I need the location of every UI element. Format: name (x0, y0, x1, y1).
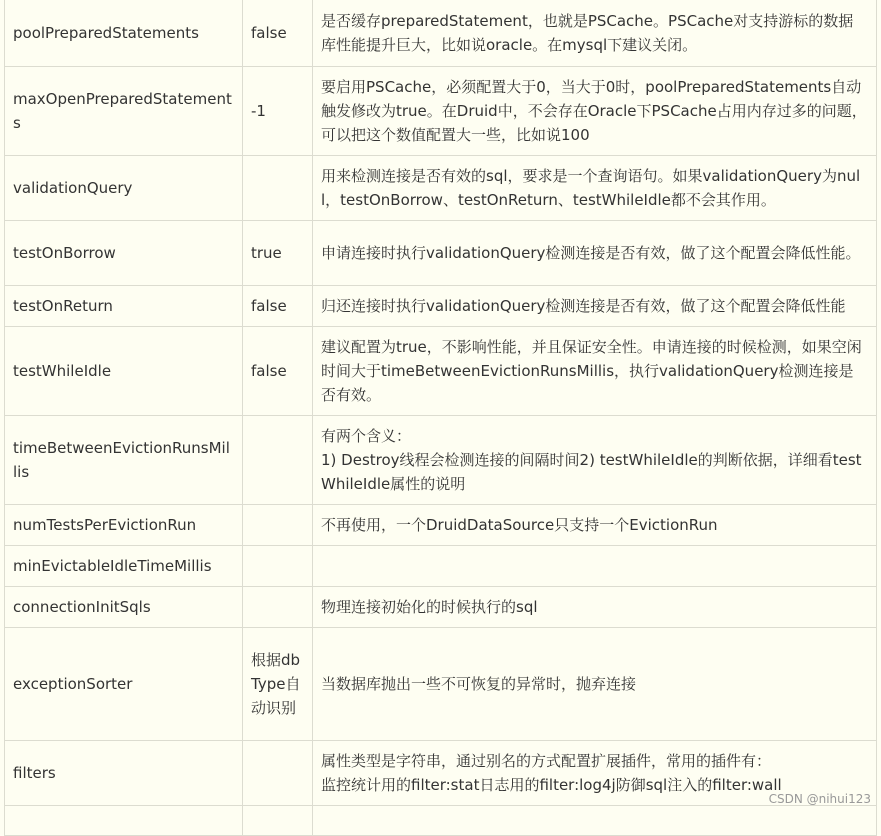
property-description: 归还连接时执行validationQuery检测连接是否有效，做了这个配置会降低性能 (313, 286, 877, 327)
property-name: connectionInitSqls (5, 587, 243, 628)
property-default: false (243, 0, 313, 67)
property-name: testOnBorrow (5, 221, 243, 286)
property-description (313, 416, 877, 505)
property-description: 要启用PSCache，必须配置大于0，当大于0时，poolPreparedStatements自动触发修改为true。在Druid中，不会存在Oracle下PSCache占用内存过多的问题，可以把这个数值配置大一些，比如说100 (313, 67, 877, 156)
property-default (243, 546, 313, 587)
property-description: 物理连接初始化的时候执行的sql (313, 587, 877, 628)
table-row (5, 0, 877, 67)
property-name: validationQuery (5, 156, 243, 221)
property-description: 不再使用，一个DruidDataSource只支持一个EvictionRun (313, 505, 877, 546)
property-name: testOnReturn (5, 286, 243, 327)
property-description: 申请连接时执行validationQuery检测连接是否有效，做了这个配置会降低性能。 (313, 221, 877, 286)
property-default: false (243, 286, 313, 327)
table-row (5, 221, 877, 286)
property-default (243, 505, 313, 546)
property-default: true (243, 221, 313, 286)
property-default: 根据dbType自动识别 (243, 628, 313, 741)
property-name: exceptionSorter (5, 628, 243, 741)
property-name: maxOpenPreparedStatements (5, 67, 243, 156)
property-description: 建议配置为true，不影响性能，并且保证安全性。申请连接的时候检测，如果空闲时间大于timeBetweenEvictionRunsMillis，执行validationQuery检测连接是否有效。 (313, 327, 877, 416)
table-row (5, 741, 877, 806)
table-row (5, 156, 877, 221)
property-name: timeBetweenEvictionRunsMillis (5, 416, 243, 505)
property-default: -1 (243, 67, 313, 156)
property-name: numTestsPerEvictionRun (5, 505, 243, 546)
empty-cell (243, 806, 313, 836)
empty-cell (313, 806, 877, 836)
druid-config-table (4, 0, 877, 836)
property-default (243, 587, 313, 628)
description-line: 监控统计用的filter:stat日志用的filter:log4j防御sql注入的filter:wall (321, 776, 782, 794)
description-line: 属性类型是字符串，通过别名的方式配置扩展插件，常用的插件有： (321, 752, 772, 770)
description-line: 1) Destroy线程会检测连接的间隔时间2) testWhileIdle的判断依据，详细看testWhileIdle属性的说明 (321, 451, 862, 493)
table-row (5, 416, 877, 505)
property-description: 是否缓存preparedStatement，也就是PSCache。PSCache对支持游标的数据库性能提升巨大，比如说oracle。在mysql下建议关闭。 (313, 0, 877, 67)
watermark: CSDN @nihui123 (768, 792, 871, 806)
table-row (5, 546, 877, 587)
property-name: testWhileIdle (5, 327, 243, 416)
table-row (5, 806, 877, 836)
table-row (5, 628, 877, 741)
table-row (5, 67, 877, 156)
table-row (5, 286, 877, 327)
property-description: 当数据库抛出一些不可恢复的异常时，抛弃连接 (313, 628, 877, 741)
property-name: filters (5, 741, 243, 806)
property-description (313, 546, 877, 587)
empty-cell (5, 806, 243, 836)
table-row (5, 505, 877, 546)
property-default (243, 741, 313, 806)
property-description: 用来检测连接是否有效的sql，要求是一个查询语句。如果validationQuery为null，testOnBorrow、testOnReturn、testWhileIdle都不会其作用。 (313, 156, 877, 221)
property-name: minEvictableIdleTimeMillis (5, 546, 243, 587)
property-default (243, 156, 313, 221)
description-line: 有两个含义： (321, 427, 412, 445)
table-row (5, 327, 877, 416)
property-default: false (243, 327, 313, 416)
property-name: poolPreparedStatements (5, 0, 243, 67)
property-default (243, 416, 313, 505)
table-row (5, 587, 877, 628)
